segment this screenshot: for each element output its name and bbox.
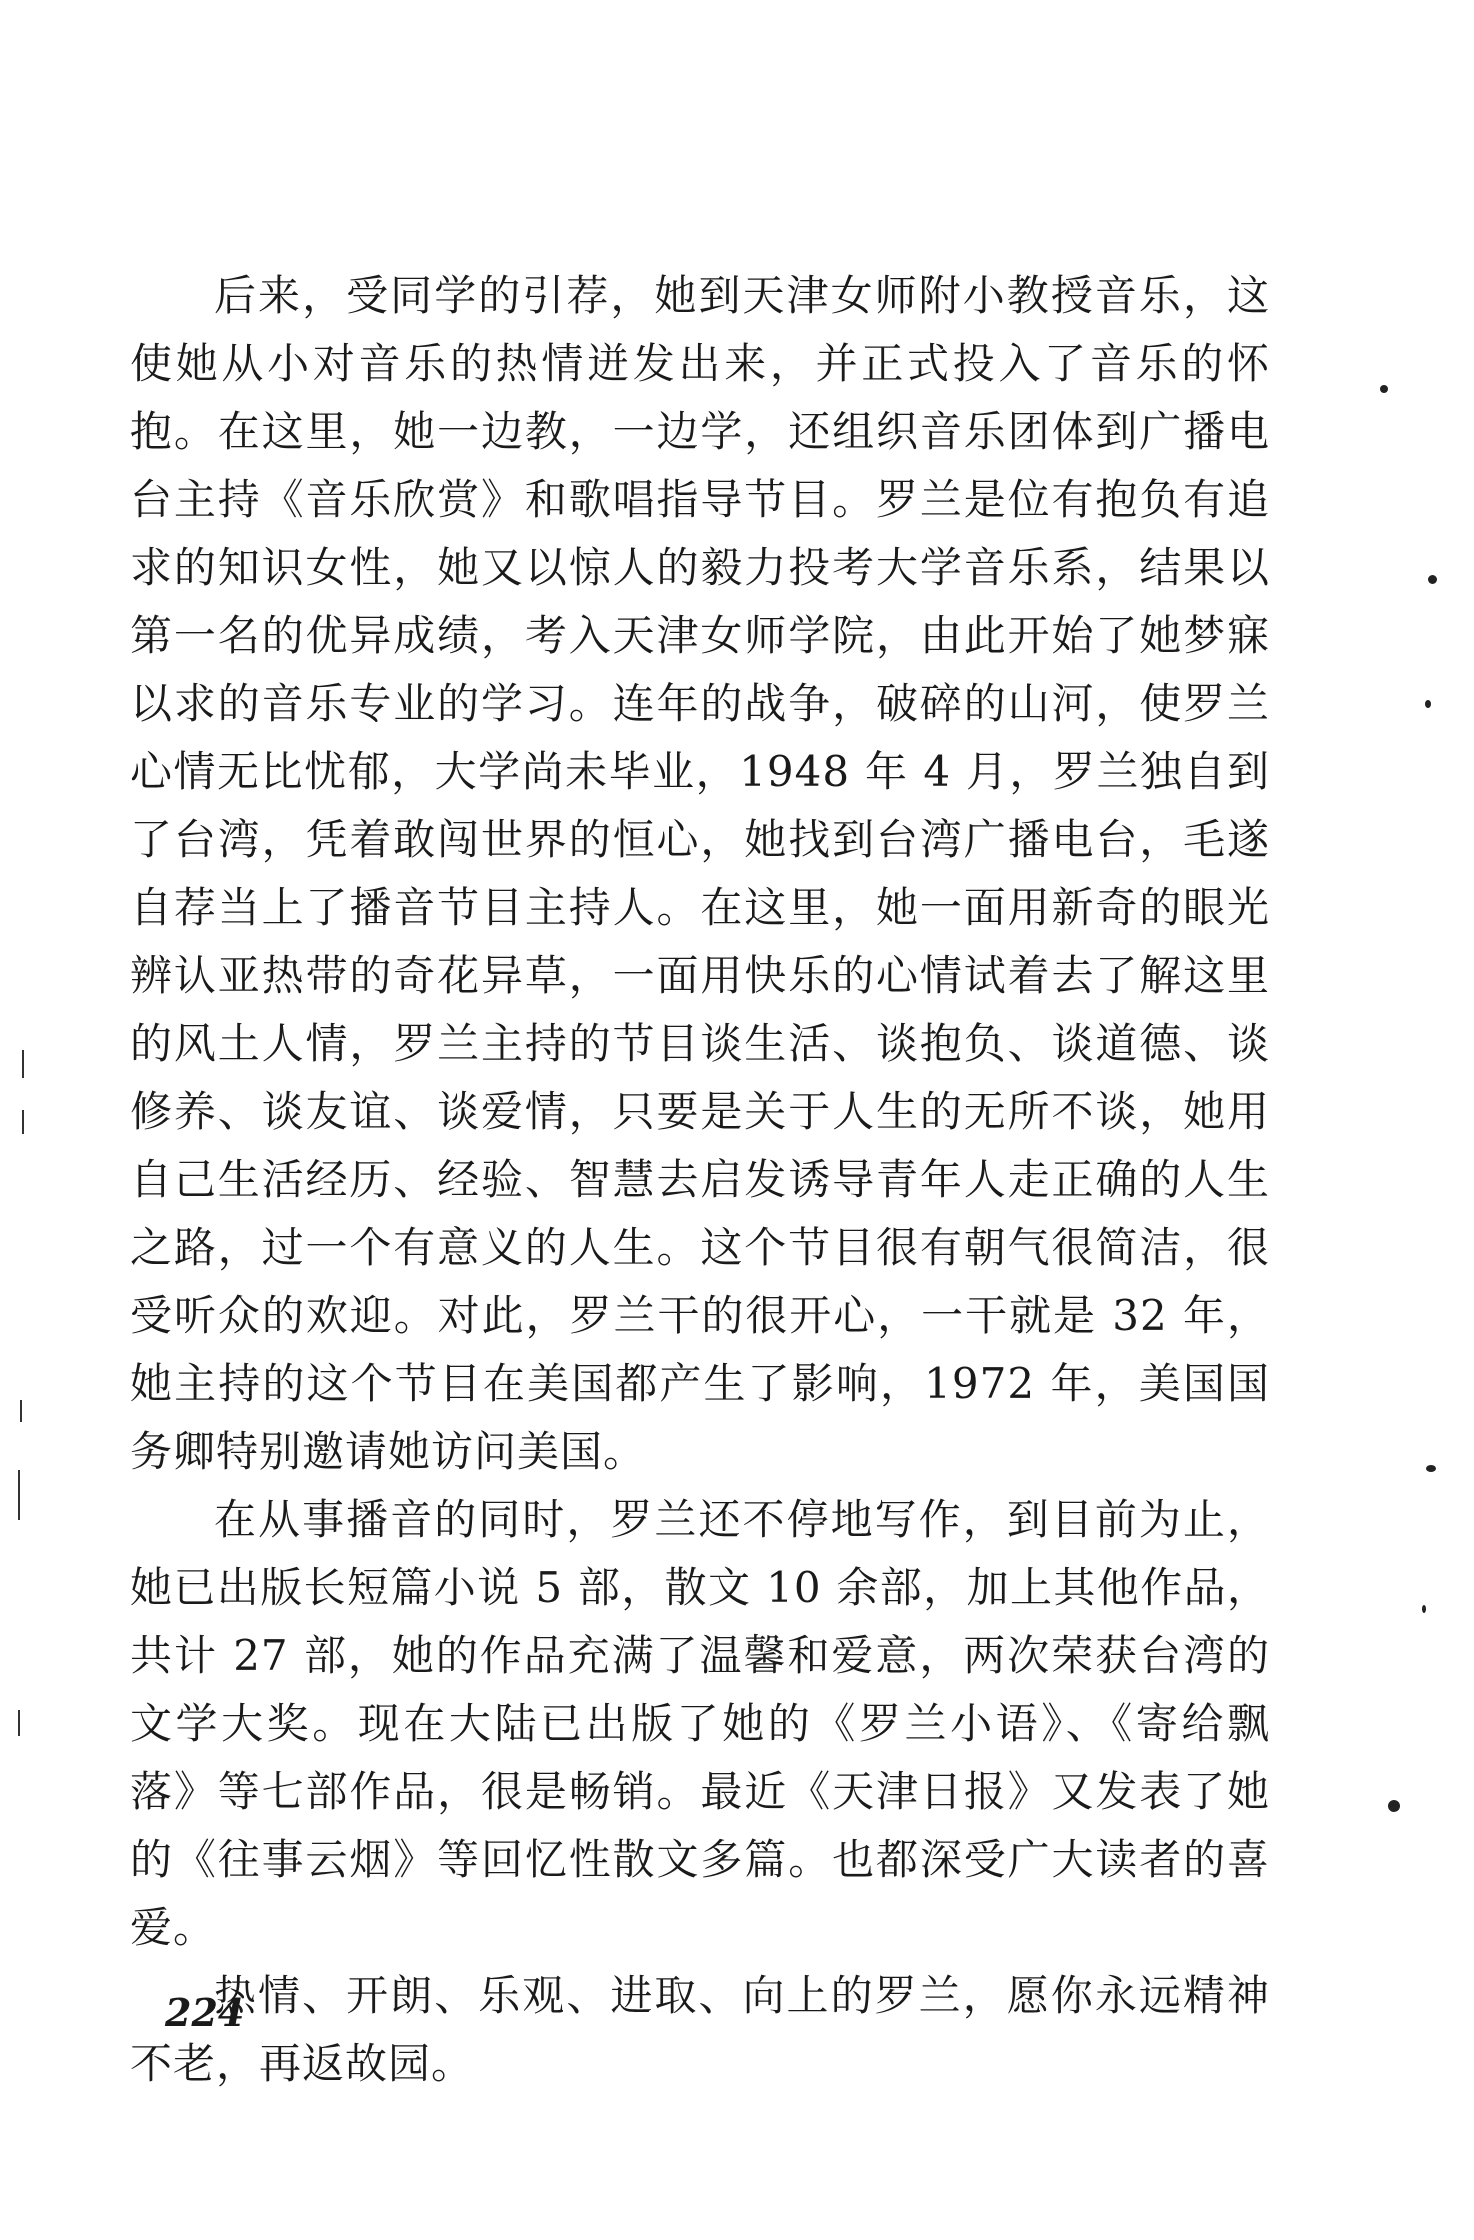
paragraph: 热情、开朗、乐观、进取、向上的罗兰，愿你永远精神不老，再返故园。: [130, 1971, 1270, 2088]
scan-edge-mark: [18, 1710, 20, 1736]
scan-edge-mark: [20, 1400, 22, 1422]
scan-speck: [1428, 575, 1437, 584]
scan-speck: [1426, 1465, 1436, 1472]
scan-speck: [1388, 1800, 1400, 1812]
scan-speck: [1425, 700, 1431, 708]
paragraph: 后来，受同学的引荐，她到天津女师附小教授音乐，这使她从小对音乐的热情迸发出来，并正式投入了音乐的怀抱。在这里，她一边教，一边学，还组织音乐团体到广播电台主持《音乐欣赏》和歌唱指导节目。罗兰是位有抱负有追求的知识女性，她又以惊人的毅力投考大学音乐系，结果以第一名的优异成绩，考入天津女师学院，由此开始了她梦寐以求的音乐专业的学习。连年的战争，破碎的山河，使罗兰心情无比忧郁，大学尚未毕业，1948 年 4 月，罗兰独自到了台湾，凭着敢闯世界的恒心，她找到台湾广播电台，毛遂自荐当上了播音节目主持人。在这里，她一面用新奇的眼光辨认亚热带的奇花异草，一面用快乐的心情试着去了解这里的风土人情，罗兰主持的节目谈生活、谈抱负、谈道德、谈修养、谈友谊、谈爱情，只要是关于人生的无所不谈，她用自己生活经历、经验、智慧去启发诱导青年人走正确的人生之路，过一个有意义的人生。这个节目很有朝气很简洁，很受听众的欢迎。对此，罗兰干的很开心，一干就是 32 年，她主持的这个节目在美国都产生了影响，1972 年，美国国务卿特别邀请她访问美国。: [130, 271, 1270, 1476]
scan-edge-mark: [22, 1110, 24, 1134]
page-number: 224: [165, 1990, 245, 2035]
scan-speck: [1422, 1605, 1426, 1613]
paragraph: 在从事播音的同时，罗兰还不停地写作，到目前为止，她已出版长短篇小说 5 部，散文 10 余部，加上其他作品，共计 27 部，她的作品充满了温馨和爱意，两次荣获台湾的文学大奖。现在大陆已出版了她的《罗兰小语》、《寄给飘落》等七部作品，很是畅销。最近《天津日报》又发表了她的《往事云烟》等回忆性散文多篇。也都深受广大读者的喜爱。: [130, 1495, 1270, 1952]
body-text: [130, 262, 1270, 2098]
scan-speck: [1380, 385, 1388, 393]
scan-edge-mark: [22, 1050, 24, 1078]
scan-edge-mark: [18, 1470, 20, 1520]
